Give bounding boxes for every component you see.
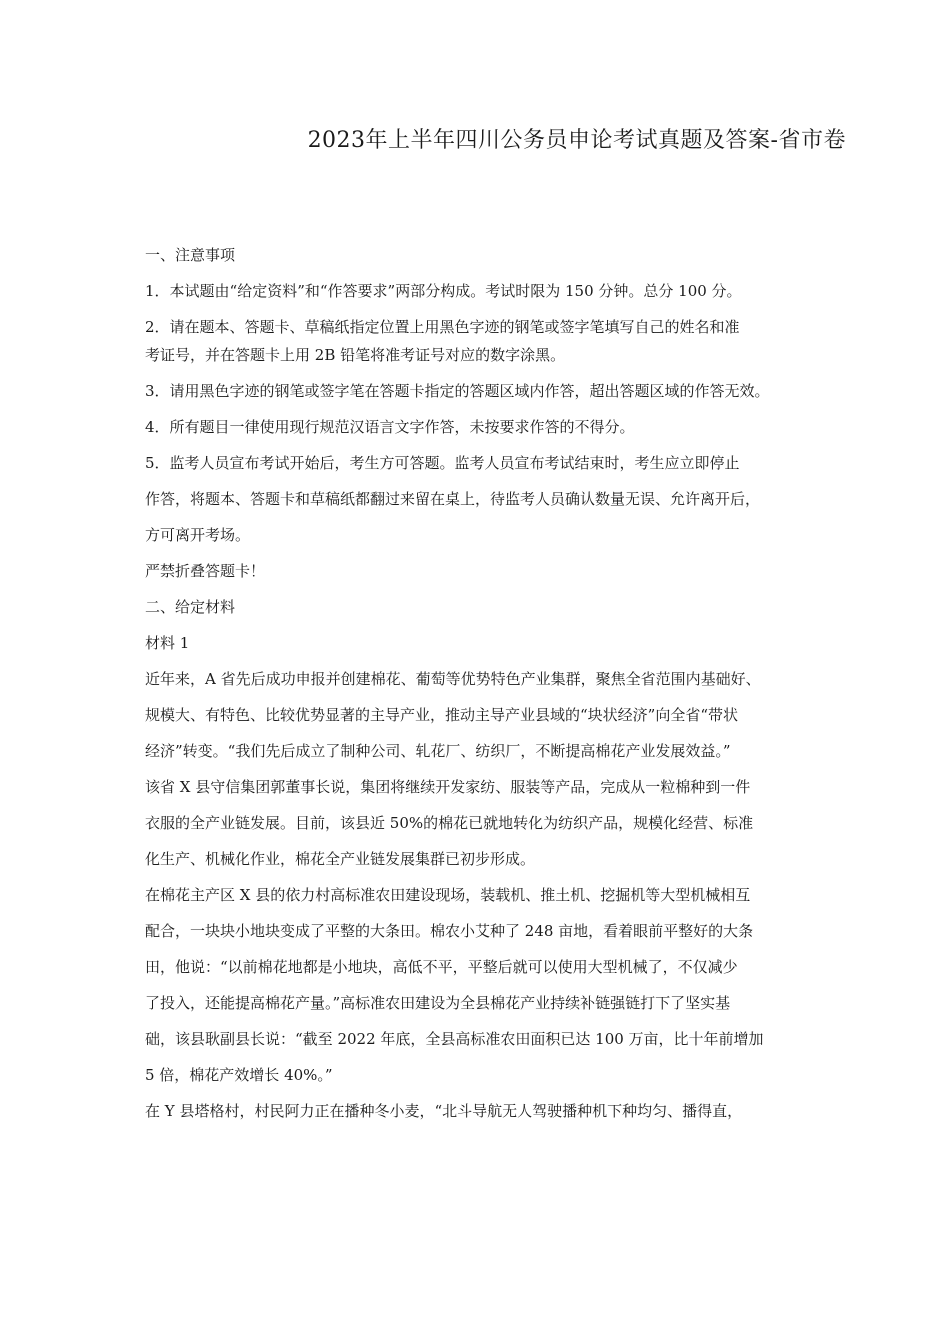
material-paragraph-line: 在棉花主产区 X 县的依力村高标准农田建设现场，装载机、推土机、挖掘机等大型机械相互	[145, 886, 751, 904]
notice-item: 3．请用黑色字迹的钢笔或签字笔在答题卡指定的答题区域内作答，超出答题区域的作答无效。	[145, 382, 770, 400]
section-heading: 一、注意事项	[145, 246, 236, 264]
notice-item-continuation: 作答，将题本、答题卡和草稿纸都翻过来留在桌上，待监考人员确认数量无误、允许离开后，	[145, 490, 761, 508]
document-body	[145, 246, 845, 1120]
section-heading: 二、给定材料	[145, 598, 236, 616]
notice-item-continuation: 方可离开考场。	[145, 526, 251, 544]
material-heading: 材料 1	[145, 634, 190, 652]
notice-item: 5．监考人员宣布考试开始后，考生方可答题。监考人员宣布考试结束时，考生应立即停止	[145, 454, 740, 472]
material-paragraph-line: 在 Y 县塔格村，村民阿力正在播种冬小麦，“北斗导航无人驾驶播种机下种均匀、播得直，	[145, 1102, 743, 1120]
material-paragraph-line: 规模大、有特色、比较优势显著的主导产业，推动主导产业县域的“块状经济”向全省“带状	[145, 706, 739, 724]
material-paragraph-line: 经济”转变。“我们先后成立了制种公司、轧花厂、纺织厂，不断提高棉花产业发展效益。”	[145, 742, 731, 760]
material-paragraph-line: 了投入，还能提高棉花产量。”高标准农田建设为全县棉花产业持续补链强链打下了坚实基	[145, 994, 731, 1012]
warning-text: 严禁折叠答题卡！	[145, 562, 266, 580]
notice-item-continuation: 考证号，并在答题卡上用 2B 铅笔将准考证号对应的数字涂黑。	[145, 346, 566, 364]
document-title: 2023年上半年四川公务员申论考试真题及答案-省市卷	[307, 128, 846, 153]
material-paragraph-line: 5 倍，棉花产效增长 40%。”	[145, 1066, 333, 1084]
notice-item: 1．本试题由“给定资料”和“作答要求”两部分构成。考试时限为 150 分钟。总分 100 分。	[145, 282, 742, 300]
material-paragraph-line: 配合，一块块小地块变成了平整的大条田。棉农小艾种了 248 亩地，看着眼前平整好的大条	[145, 922, 754, 940]
material-paragraph-line: 础，该县耿副县长说：“截至 2022 年底，全县高标准农田面积已达 100 万亩，比十年前增加	[145, 1030, 764, 1048]
material-paragraph-line: 化生产、机械化作业，棉花全产业链发展集群已初步形成。	[145, 850, 536, 868]
material-paragraph-line: 近年来，A 省先后成功申报并创建棉花、葡萄等优势特色产业集群，聚焦全省范围内基础好、	[145, 670, 761, 688]
material-paragraph-line: 该省 X 县守信集团郭董事长说，集团将继续开发家纺、服装等产品，完成从一粒棉种到一件	[145, 778, 751, 796]
notice-item: 2．请在题本、答题卡、草稿纸指定位置上用黑色字迹的钢笔或签字笔填写自己的姓名和准	[145, 318, 740, 336]
notice-item: 4．所有题目一律使用现行规范汉语言文字作答，未按要求作答的不得分。	[145, 418, 635, 436]
material-paragraph-line: 衣服的全产业链发展。目前，该县近 50%的棉花已就地转化为纺织产品，规模化经营、标准	[145, 814, 754, 832]
material-paragraph-line: 田，他说：“以前棉花地都是小地块，高低不平，平整后就可以使用大型机械了，不仅减少	[145, 958, 738, 976]
